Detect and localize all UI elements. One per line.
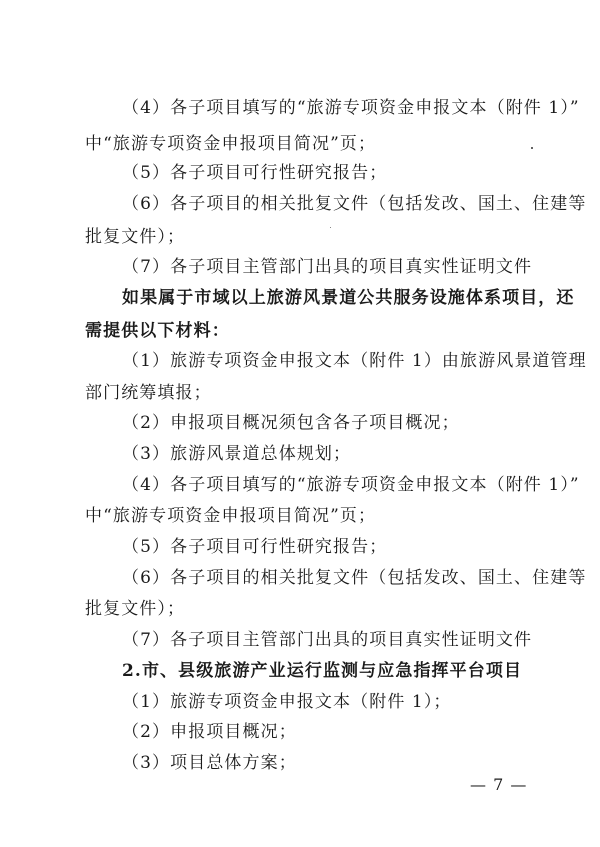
item-7-authenticity-certificate: （7）各子项目主管部门出具的项目真实性证明文件 (122, 257, 533, 277)
byway-item-5-feasibility-report: （5）各子项目可行性研究报告； (122, 537, 388, 557)
item-4-submission-text: （4）各子项目填写的“旅游专项资金申报文本（附件 1）” (122, 98, 580, 118)
scenic-byway-section-heading: 如果属于市域以上旅游风景道公共服务设施体系项目，还 (122, 288, 575, 308)
byway-item-4-continuation: 中“旅游专项资金申报项目简况”页； (85, 506, 377, 526)
byway-item-3-overall-plan: （3）旅游风景道总体规划； (122, 444, 352, 464)
platform-item-2-project-overview: （2）申报项目概况； (122, 722, 297, 742)
item-5-feasibility-report: （5）各子项目可行性研究报告； (122, 163, 388, 183)
byway-item-4-submission-text: （4）各子项目填写的“旅游专项资金申报文本（附件 1）” (122, 475, 580, 495)
scenic-byway-section-heading-continuation: 需提供以下材料： (85, 321, 230, 341)
byway-item-6-approval-documents: （6）各子项目的相关批复文件（包括发改、国土、住建等 (122, 568, 587, 588)
platform-item-3-overall-plan: （3）项目总体方案； (122, 753, 297, 773)
item-4-continuation: 中“旅游专项资金申报项目简况”页； (85, 134, 377, 154)
platform-item-1-application-text: （1）旅游专项资金申报文本（附件 1）； (122, 692, 452, 712)
byway-item-1-continuation: 部门统筹填报； (85, 383, 212, 403)
monitoring-platform-section-heading: 2.市、县级旅游产业运行监测与应急指挥平台项目 (122, 661, 523, 681)
scan-speck-small (330, 227, 331, 228)
page-number: — 7 — (470, 775, 528, 794)
byway-item-7-authenticity-certificate: （7）各子项目主管部门出具的项目真实性证明文件 (122, 630, 533, 650)
item-6-approval-documents: （6）各子项目的相关批复文件（包括发改、国土、住建等 (122, 194, 587, 214)
byway-item-1-application-text: （1）旅游专项资金申报文本（附件 1）由旅游风景道管理 (122, 351, 587, 371)
scan-speck (531, 147, 533, 149)
byway-item-6-continuation: 批复文件）； (85, 599, 186, 619)
item-6-continuation: 批复文件）； (85, 227, 186, 247)
byway-item-2-project-overview: （2）申报项目概况须包含各子项目概况； (122, 413, 460, 433)
